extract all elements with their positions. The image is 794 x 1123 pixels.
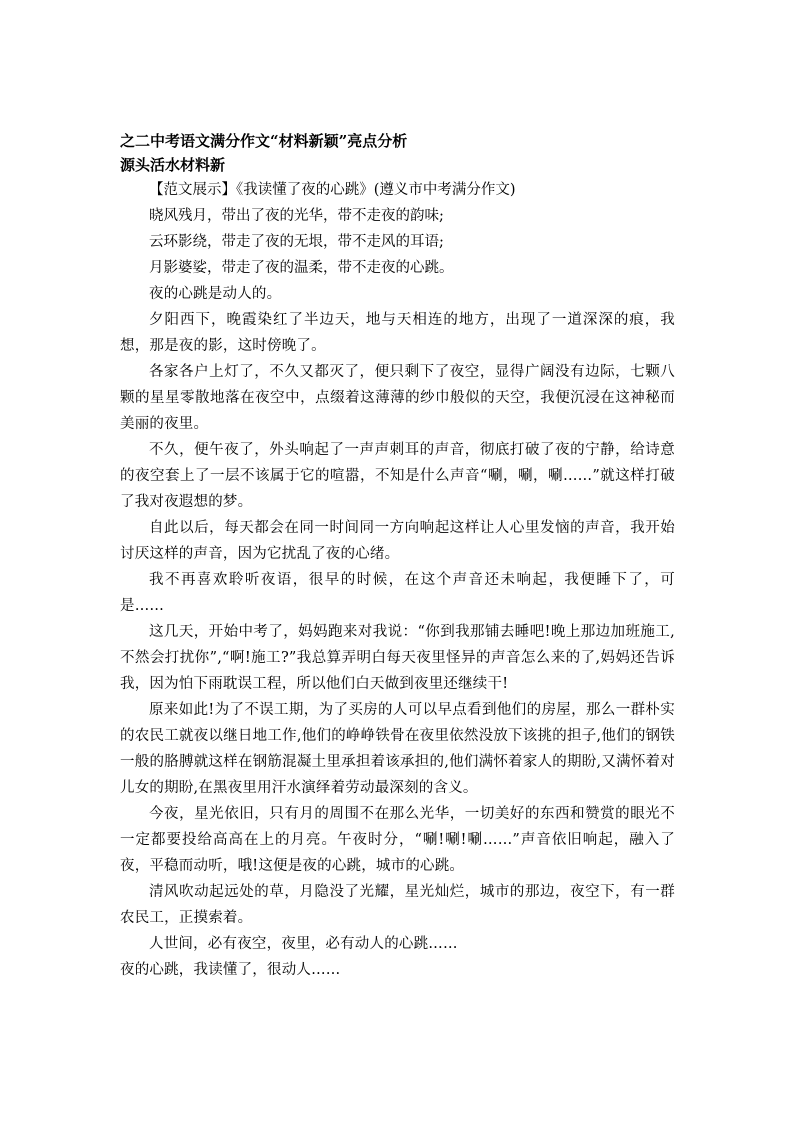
showcase-line: 【范文展示】《我读懂了夜的心跳》(遵义市中考满分作文) xyxy=(149,182,516,198)
document-body xyxy=(120,129,675,983)
paragraph: 各家各户上灯了，不久又都灭了，便只剩下了夜空，显得广阔没有边际，七颗八颗的星星零散地落在夜空中，点缀着这薄薄的纱巾般似的天空，我便沉浸在这神秘而美丽的夜里。 xyxy=(120,364,675,432)
paragraph: 夕阳西下，晚霞染红了半边天，地与天相连的地方，出现了一道深深的痕，我想，那是夜的影，这时傍晚了。 xyxy=(120,312,675,354)
paragraph: 自此以后，每天都会在同一时间同一方向响起这样让人心里发恼的声音，我开始讨厌这样的声音，因为它扰乱了夜的心绪。 xyxy=(120,520,675,562)
paragraph: 这几天，开始中考了，妈妈跑来对我说：“你到我那铺去睡吧!晚上那边加班施工,不然会打扰你”,“啊!施工?”我总算弄明白每天夜里怪异的声音怎么来的了,妈妈还告诉我，因为怕下雨耽误工程，所以他们白天做到夜里还继续干! xyxy=(120,624,675,692)
document-title: 之二中考语文满分作文“材料新颖”亮点分析 xyxy=(120,132,408,150)
paragraph: 原来如此!为了不误工期，为了买房的人可以早点看到他们的房屋，那么一群朴实的农民工就夜以继日地工作,他们的峥峥铁骨在夜里依然没放下该挑的担子,他们的钢铁一般的胳膊就这样在钢筋混凝土里承担着该承担的,他们满怀着家人的期盼,又满怀着对儿女的期盼,在黑夜里用汗水演绎着劳动最深刻的含义。 xyxy=(120,702,675,796)
paragraph: 人世间，必有夜空，夜里，必有动人的心跳…… xyxy=(149,936,458,952)
verse-line: 晓风残月，带出了夜的光华，带不走夜的韵味; xyxy=(149,208,444,224)
verse-line: 月影婆娑，带走了夜的温柔，带不走夜的心跳。 xyxy=(149,260,454,276)
paragraph: 我不再喜欢聆听夜语，很早的时候，在这个声音还未响起，我便睡下了，可是…… xyxy=(120,572,675,614)
paragraph: 清风吹动起远处的草，月隐没了光耀，星光灿烂，城市的那边，夜空下，有一群农民工，正摸索着。 xyxy=(120,884,675,926)
section-heading: 源头活水材料新 xyxy=(120,156,226,174)
paragraph: 今夜，星光依旧，只有月的周围不在那么光华，一切美好的东西和赞赏的眼光不一定都要投给高高在上的月亮。午夜时分，“唰!唰!唰……”声音依旧响起，融入了夜，平稳而动听，哦!这便是夜的心跳，城市的心跳。 xyxy=(120,806,675,874)
paragraph: 夜的心跳是动人的。 xyxy=(149,286,282,302)
paragraph: 不久，便午夜了，外头响起了一声声刺耳的声音，彻底打破了夜的宁静，给诗意的夜空套上了一层不该属于它的喧嚣，不知是什么声音“唰，唰，唰……”就这样打破了我对夜遐想的梦。 xyxy=(120,442,675,510)
closing-line: 夜的心跳，我读懂了，很动人…… xyxy=(120,962,341,978)
verse-line: 云环影绕，带走了夜的无垠，带不走风的耳语; xyxy=(149,234,444,250)
